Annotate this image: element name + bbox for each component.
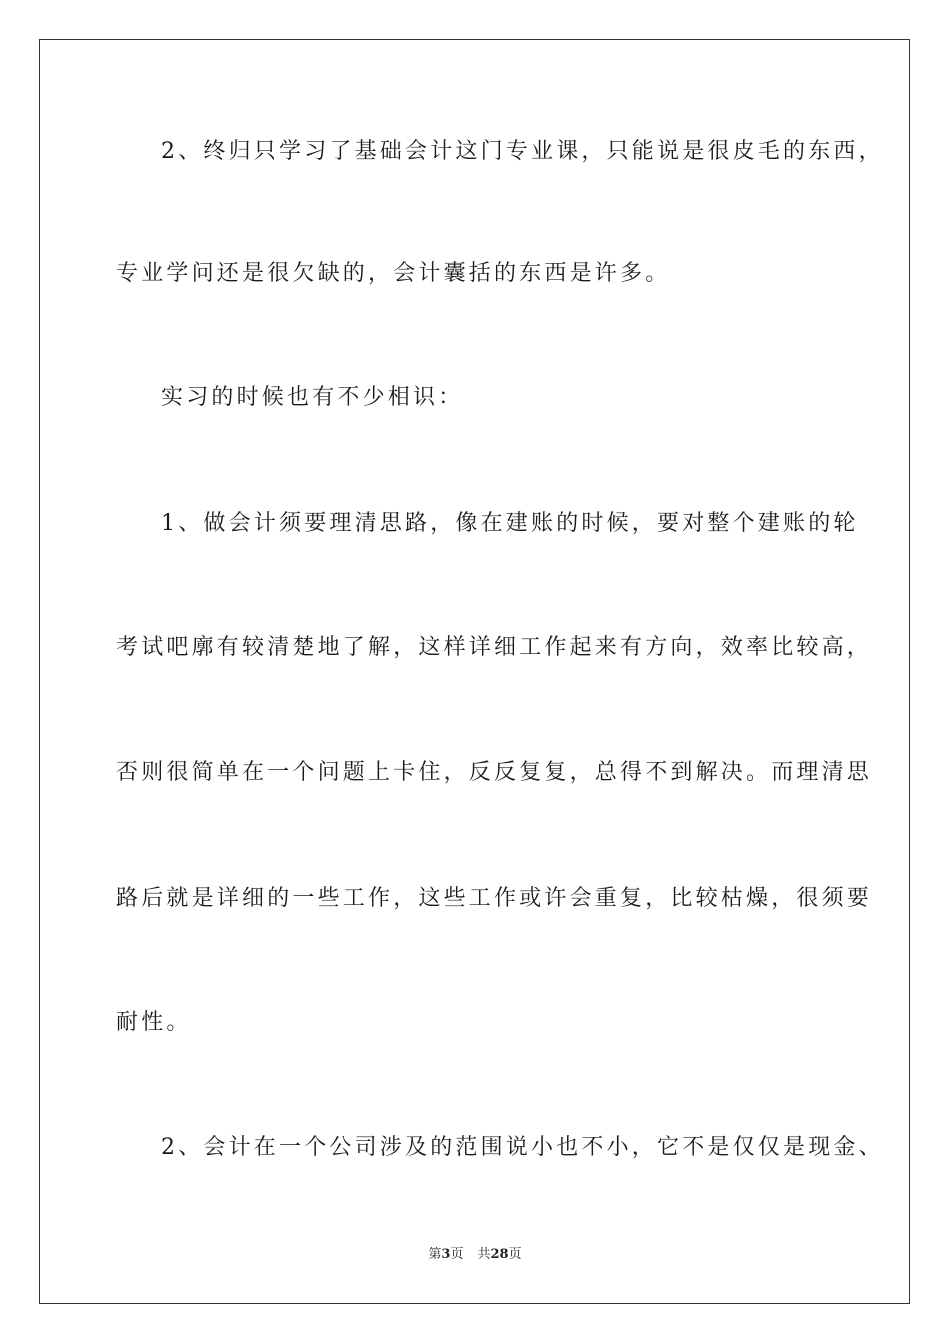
footer-total-pages: 28: [490, 1247, 509, 1262]
paragraph-line-6: 否则很简单在一个问题上卡住，反反复复，总得不到解决。而理清思: [116, 760, 873, 785]
paragraph-line-3: 实习的时候也有不少相识：: [161, 385, 464, 410]
footer-page-suffix: 页: [450, 1247, 464, 1262]
paragraph-line-1: 2、终归只学习了基础会计这门专业课，只能说是很皮毛的东西，: [161, 139, 884, 164]
paragraph-line-2: 专业学问还是很欠缺的，会计囊括的东西是许多。: [116, 261, 671, 286]
page-border: [39, 39, 910, 1304]
footer-total-suffix: 页: [508, 1247, 522, 1262]
paragraph-line-9: 2、会计在一个公司涉及的范围说小也不小，它不是仅仅是现金、: [161, 1135, 884, 1160]
page-footer: [0, 1246, 950, 1264]
paragraph-line-8: 耐性。: [116, 1010, 192, 1035]
paragraph-line-7: 路后就是详细的一些工作，这些工作或许会重复，比较枯燥，很须要: [116, 886, 873, 911]
footer-page-prefix: 第: [428, 1247, 442, 1262]
paragraph-line-4: 1、做会计须要理清思路，像在建账的时候，要对整个建账的轮: [161, 511, 859, 536]
paragraph-line-5: 考试吧廓有较清楚地了解，这样详细工作起来有方向，效率比较高，: [116, 635, 873, 660]
footer-total-prefix: 共: [477, 1247, 491, 1262]
footer-page-number: 3: [441, 1247, 451, 1262]
